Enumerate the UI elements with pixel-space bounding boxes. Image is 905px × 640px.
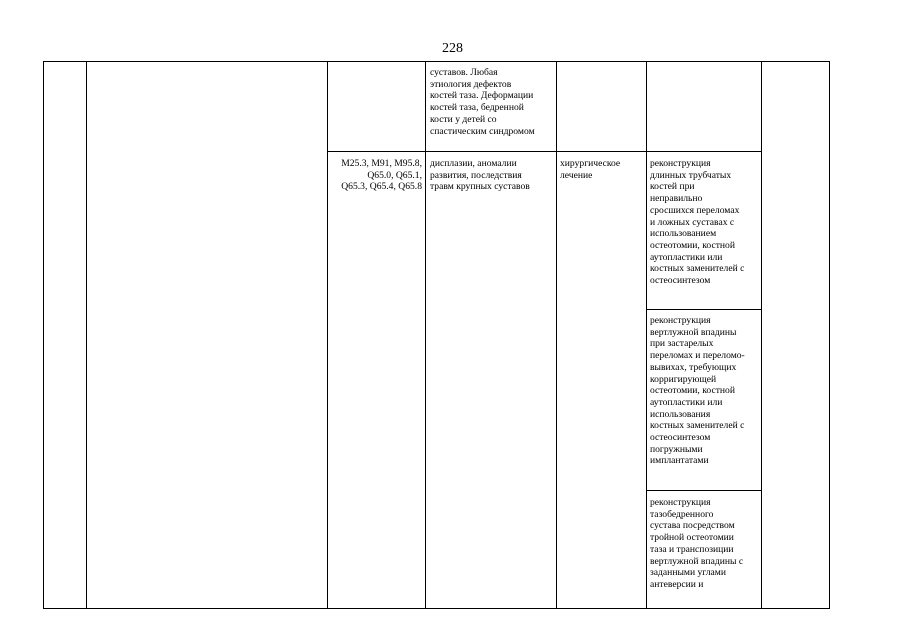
column-divider: [425, 61, 426, 609]
method-cell: реконструкция длинных трубчатых костей при неправильно сросшихся переломах и ложных суставах с использованием остеотомии, костной аутопластики или костных заменителей с остеосинтезом: [650, 158, 745, 287]
row-divider: [327, 151, 762, 152]
column-divider: [327, 61, 328, 609]
treatment-cell: хирургическое лечение: [560, 158, 621, 181]
column-divider: [556, 61, 557, 609]
etiology-cell: суставов. Любая этиология дефектов костей таза. Деформации костей таза, бедренной кости у детей со спастическим синдромом: [430, 67, 535, 137]
column-divider: [646, 61, 647, 609]
page-number: 228: [442, 41, 463, 56]
method-cell: реконструкция тазобедренного сустава посредством тройной остеотомии таза и транспозиции вертлужной впадины с заданными углами антеверсии и: [650, 497, 744, 590]
column-divider: [86, 61, 87, 609]
row-divider: [646, 309, 762, 310]
diagnosis-codes-cell: M25.3, M91, M95.8, Q65.0, Q65.1, Q65.3, Q65.4, Q65.8: [341, 158, 422, 193]
row-divider: [646, 490, 762, 491]
diagnosis-cell: дисплазии, аномалии развития, последствия травм крупных суставов: [430, 158, 530, 193]
method-cell: реконструкция вертлужной впадины при застарелых переломах и переломо- вывихах, требующих корригирующей остеотомии, костной аутопластики или использования костных заменителей с остеосинтезом погружными имплантатами: [650, 315, 745, 467]
column-divider: [761, 61, 762, 609]
